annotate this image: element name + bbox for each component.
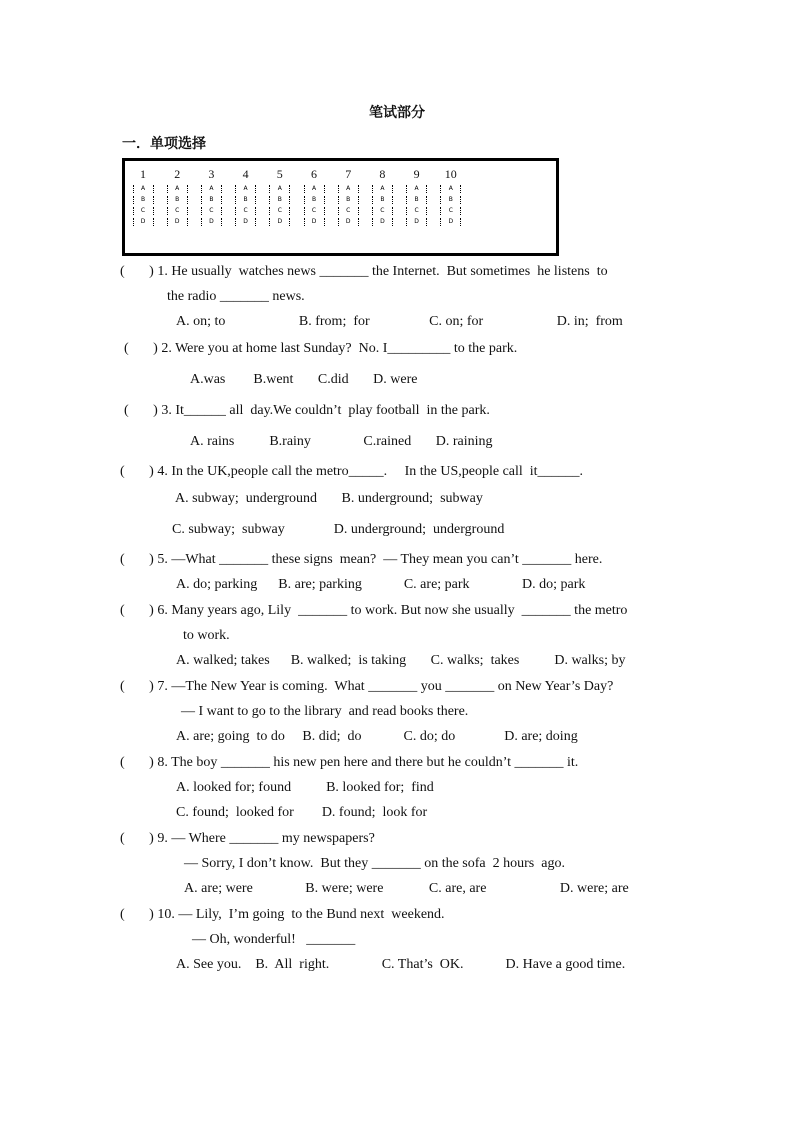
answer-bubble-c[interactable]: C: [167, 207, 188, 215]
question-9: ( ) 9. — Where _______ my newspapers?: [120, 831, 375, 846]
question-2-options: A.was B.went C.did D. were: [190, 372, 418, 387]
answer-bubble-d[interactable]: D: [167, 218, 188, 226]
answer-column-9: [402, 167, 432, 229]
answer-bubble-d[interactable]: D: [133, 218, 154, 226]
answer-bubble-d[interactable]: D: [406, 218, 427, 226]
page-title: 笔试部分: [369, 105, 425, 121]
answer-number: 10: [444, 167, 457, 181]
answer-number: 7: [345, 167, 352, 181]
question-6-cont: to work.: [183, 628, 230, 643]
question-4-options-ab: A. subway; underground B. underground; subway: [175, 491, 483, 506]
answer-number: 6: [311, 167, 317, 181]
answer-bubble-c[interactable]: C: [338, 207, 359, 215]
answer-column-6: [299, 167, 329, 229]
answer-bubble-d[interactable]: D: [201, 218, 222, 226]
answer-bubble-a[interactable]: A: [406, 185, 427, 193]
question-5-options: A. do; parking B. are; parking C. are; park D. do; park: [176, 577, 586, 592]
answer-bubble-c[interactable]: C: [304, 207, 325, 215]
answer-column-2: [162, 167, 192, 229]
question-6: ( ) 6. Many years ago, Lily _______ to work. But now she usually _______ the metro: [120, 603, 628, 618]
answer-bubble-a[interactable]: A: [269, 185, 290, 193]
answer-number: 2: [174, 167, 181, 181]
answer-bubble-b[interactable]: B: [269, 196, 290, 204]
answer-bubble-b[interactable]: B: [201, 196, 222, 204]
answer-bubble-a[interactable]: A: [167, 185, 188, 193]
answer-bubble-a[interactable]: A: [133, 185, 154, 193]
question-1-options: A. on; to B. from; for C. on; for D. in; from: [176, 314, 623, 329]
question-10-options: A. See you. B. All right. C. That’s OK. D. Have a good time.: [176, 957, 626, 972]
answer-bubble-c[interactable]: C: [201, 207, 222, 215]
answer-bubble-a[interactable]: A: [201, 185, 222, 193]
question-8: ( ) 8. The boy _______ his new pen here and there but he couldn’t _______ it.: [120, 755, 579, 770]
question-8-options-cd: C. found; looked for D. found; look for: [176, 805, 428, 820]
question-7-options: A. are; going to do B. did; do C. do; do D. are; doing: [176, 729, 578, 744]
question-1: ( ) 1. He usually watches news _______ the Internet. But sometimes he listens to: [120, 264, 608, 279]
question-4-options-cd: C. subway; subway D. underground; underground: [172, 522, 505, 537]
question-5: ( ) 5. —What _______ these signs mean? — They mean you can’t _______ here.: [120, 552, 603, 567]
answer-bubble-a[interactable]: A: [372, 185, 393, 193]
question-3-options: A. rains B.rainy C.rained D. raining: [190, 434, 493, 449]
answer-bubble-a[interactable]: A: [338, 185, 359, 193]
answer-bubble-c[interactable]: C: [235, 207, 256, 215]
answer-column-1: [128, 167, 158, 229]
answer-column-8: [367, 167, 397, 229]
answer-bubble-d[interactable]: D: [269, 218, 290, 226]
answer-column-5: [265, 167, 295, 229]
answer-bubble-c[interactable]: C: [440, 207, 461, 215]
answer-bubble-d[interactable]: D: [235, 218, 256, 226]
answer-bubble-a[interactable]: A: [235, 185, 256, 193]
answer-bubble-b[interactable]: B: [372, 196, 393, 204]
answer-bubble-b[interactable]: B: [338, 196, 359, 204]
answer-number: 3: [208, 167, 215, 181]
answer-bubble-d[interactable]: D: [338, 218, 359, 226]
answer-number: 9: [413, 167, 420, 181]
answer-bubble-b[interactable]: B: [304, 196, 325, 204]
answer-bubble-d[interactable]: D: [372, 218, 393, 226]
answer-bubble-d[interactable]: D: [304, 218, 325, 226]
answer-bubble-c[interactable]: C: [406, 207, 427, 215]
answer-number: 4: [242, 167, 249, 181]
question-8-options-ab: A. looked for; found B. looked for; find: [176, 780, 434, 795]
question-1-cont: the radio _______ news.: [167, 289, 305, 304]
answer-bubble-b[interactable]: B: [440, 196, 461, 204]
answer-sheet: [122, 158, 559, 256]
answer-bubble-c[interactable]: C: [372, 207, 393, 215]
question-6-options: A. walked; takes B. walked; is taking C. walks; takes D. walks; by: [176, 653, 626, 668]
answer-bubble-a[interactable]: A: [440, 185, 461, 193]
question-9-options: A. are; were B. were; were C. are, are D. were; are: [184, 881, 629, 896]
answer-bubble-b[interactable]: B: [406, 196, 427, 204]
answer-column-10: [436, 167, 466, 229]
answer-column-3: [196, 167, 226, 229]
answer-bubble-b[interactable]: B: [133, 196, 154, 204]
answer-bubble-a[interactable]: A: [304, 185, 325, 193]
question-4: ( ) 4. In the UK,people call the metro_____. In the US,people call it______.: [120, 464, 584, 479]
answer-bubble-c[interactable]: C: [133, 207, 154, 215]
answer-column-7: [333, 167, 363, 229]
question-2: ( ) 2. Were you at home last Sunday? No. I_________ to the park.: [124, 341, 518, 356]
answer-number: 8: [379, 167, 386, 181]
question-10: ( ) 10. — Lily, I’m going to the Bund next weekend.: [120, 907, 445, 922]
question-9-reply: — Sorry, I don’t know. But they _______ on the sofa 2 hours ago.: [184, 856, 565, 871]
question-3: ( ) 3. It______ all day.We couldn’t play football in the park.: [124, 403, 490, 418]
answer-bubble-b[interactable]: B: [167, 196, 188, 204]
section-heading: 一．单项选择: [122, 136, 206, 152]
question-7-reply: — I want to go to the library and read books there.: [181, 704, 469, 719]
answer-bubble-b[interactable]: B: [235, 196, 256, 204]
answer-column-4: [231, 167, 261, 229]
question-7: ( ) 7. —The New Year is coming. What _______ you _______ on New Year’s Day?: [120, 679, 614, 694]
answer-bubble-c[interactable]: C: [269, 207, 290, 215]
question-10-reply: — Oh, wonderful! _______: [192, 932, 356, 947]
answer-bubble-d[interactable]: D: [440, 218, 461, 226]
answer-number: 5: [276, 167, 283, 181]
answer-number: 1: [140, 167, 146, 181]
